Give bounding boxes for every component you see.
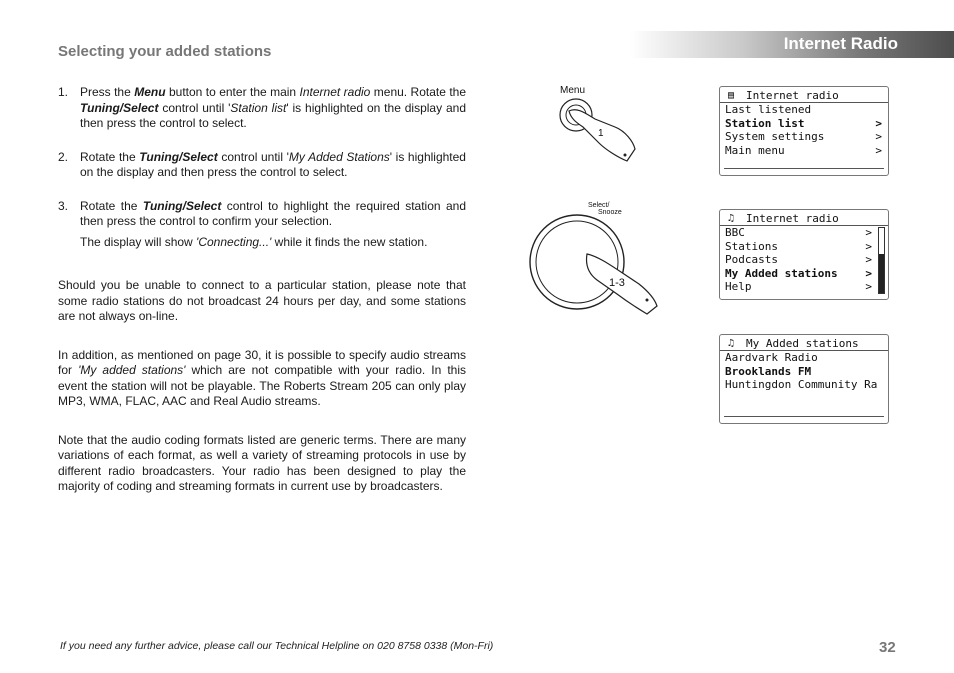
list-item: Huntingdon Community Ra	[725, 378, 878, 391]
display-title-bar: ▤ Internet radio	[720, 87, 888, 103]
list-item: Podcasts >	[725, 253, 872, 266]
display-footer-line	[724, 416, 884, 417]
display-internet-radio-menu	[719, 86, 889, 176]
step-2	[58, 150, 466, 181]
step-1	[58, 85, 466, 132]
display-station-list	[719, 209, 889, 300]
dial-label-select: Select/	[588, 202, 610, 209]
paragraph-compatibility: In addition, as mentioned on page 30, it is possible to specify audio streams for 'My added stations' which are not compatible with your radio. In this event the station will not be playable. The Roberts Stream 205 can only play MP3, WMA, FLAC, AAC and Real Audio streams.	[58, 347, 467, 408]
list-item: Help >	[725, 280, 872, 293]
section-title: Selecting your added stations	[58, 43, 272, 60]
dial-label-snooze: Snooze	[598, 209, 622, 216]
display-my-added-stations	[719, 334, 889, 424]
scrollbar	[878, 227, 885, 294]
display-title-bar: ♫ Internet radio	[720, 210, 888, 226]
chapter-title: Internet Radio	[783, 34, 898, 53]
list-icon: ▤	[728, 89, 735, 101]
step-number: 2.	[58, 149, 69, 164]
step-text: Press the Menu button to enter the main Internet radio menu. Rotate the Tuning/Select control until 'Station list' is highlighted on the display and then press the control to select.	[80, 85, 467, 130]
menu-label: Menu	[560, 85, 586, 96]
helpline-note: If you need any further advice, please call our Technical Helpline on 020 8758 0338 (Mon-Fri)	[60, 640, 494, 652]
display-footer-line	[724, 168, 884, 169]
instructions-column	[58, 85, 466, 518]
list-item-selected: My Added stations >	[725, 266, 872, 280]
step-text: Rotate the Tuning/Select control until 'My Added Stations' is highlighted on the display and then press the control to select.	[80, 149, 466, 179]
step-text: Rotate the Tuning/Select control to highlight the required station and then press the control to confirm your selection. The display will show 'Connecting...' while it finds the new station.	[80, 198, 466, 249]
step-number: 3.	[58, 198, 69, 213]
dial-step-label: 1-3	[609, 277, 625, 289]
scrollbar-thumb	[879, 254, 884, 293]
list-item: Stations >	[725, 239, 872, 253]
header-bar	[630, 31, 954, 58]
list-item: Aardvark Radio	[725, 351, 818, 364]
tuning-dial-illustration	[525, 212, 665, 322]
step-number: 1.	[58, 85, 69, 99]
paragraph-formats: Note that the audio coding formats listed are generic terms. There are many variations of each format, as well a variety of streaming protocols in use by different radio broadcasters. Your radio has been designed to play the majority of coding and streaming formats in current use by broadcasters.	[58, 432, 466, 493]
paragraph-availability: Should you be unable to connect to a particular station, please note that some radio stations do not broadcast 24 hours per day, and some stations are not always on-line.	[58, 278, 466, 323]
page-number: 32	[879, 639, 896, 656]
list-item: BBC >	[725, 226, 872, 239]
list-item-selected: Brooklands FM	[725, 364, 812, 378]
step-3	[58, 199, 466, 251]
list-item-selected: Station list >	[725, 116, 882, 130]
music-note-icon: ♫	[728, 337, 735, 349]
list-item: Main menu >	[725, 143, 882, 157]
menu-step-label: 1	[598, 128, 604, 139]
list-item: System settings >	[725, 130, 882, 143]
display-title-bar: ♫ My Added stations	[720, 335, 888, 351]
list-item: Last listened	[725, 103, 812, 116]
music-note-icon: ♫	[728, 212, 735, 224]
